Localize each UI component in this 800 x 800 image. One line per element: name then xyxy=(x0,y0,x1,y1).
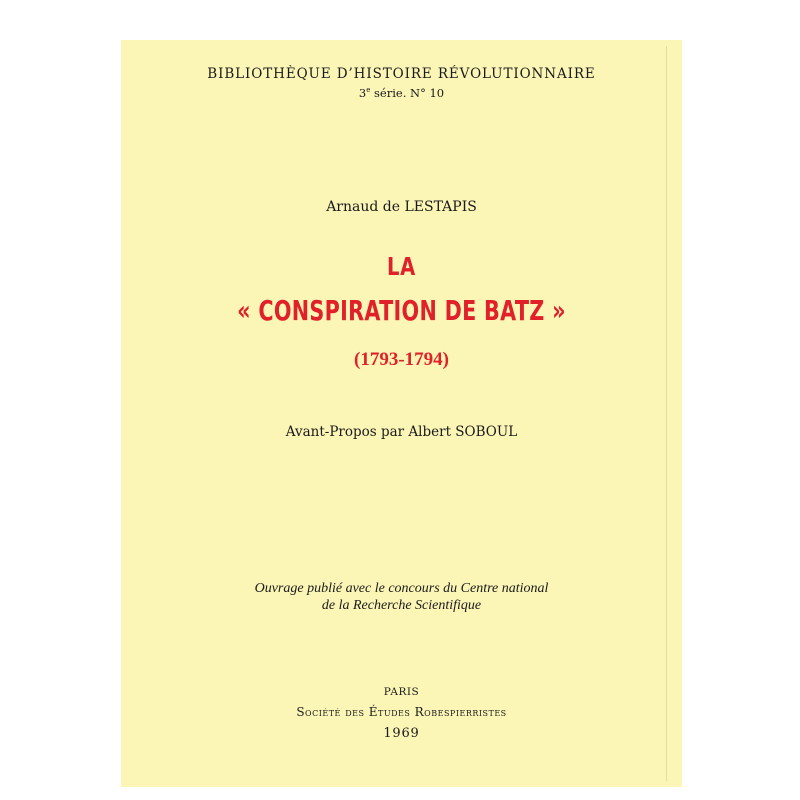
series-number xyxy=(121,86,682,100)
book-cover xyxy=(121,40,682,787)
title-main: « CONSPIRATION DE BATZ » xyxy=(237,294,566,327)
foreword-credit: Avant-Propos par Albert SOBOUL xyxy=(285,424,518,440)
series-number-superscript: e xyxy=(366,86,371,95)
series-title: BIBLIOTHÈQUE D’HISTOIRE RÉVOLUTIONNAIRE xyxy=(207,66,596,82)
cover-fold-line xyxy=(666,46,667,781)
author-name: Arnaud de LESTAPIS xyxy=(326,199,477,215)
publication-note-line-1: Ouvrage publié avec le concours du Centre national xyxy=(254,581,549,596)
imprint-year: 1969 xyxy=(383,726,420,741)
title-line-la: LA xyxy=(386,252,417,281)
series-number-suffix: série. N° 10 xyxy=(370,86,445,100)
imprint-city: PARIS xyxy=(383,686,420,698)
series-number-prefix: 3 xyxy=(358,86,367,100)
imprint-publisher: Société des Études Robespierristes xyxy=(296,705,507,719)
publication-note-line-2: de la Recherche Scientifique xyxy=(321,598,482,613)
publication-note xyxy=(121,580,682,614)
title-dates: (1793-1794) xyxy=(354,349,449,370)
